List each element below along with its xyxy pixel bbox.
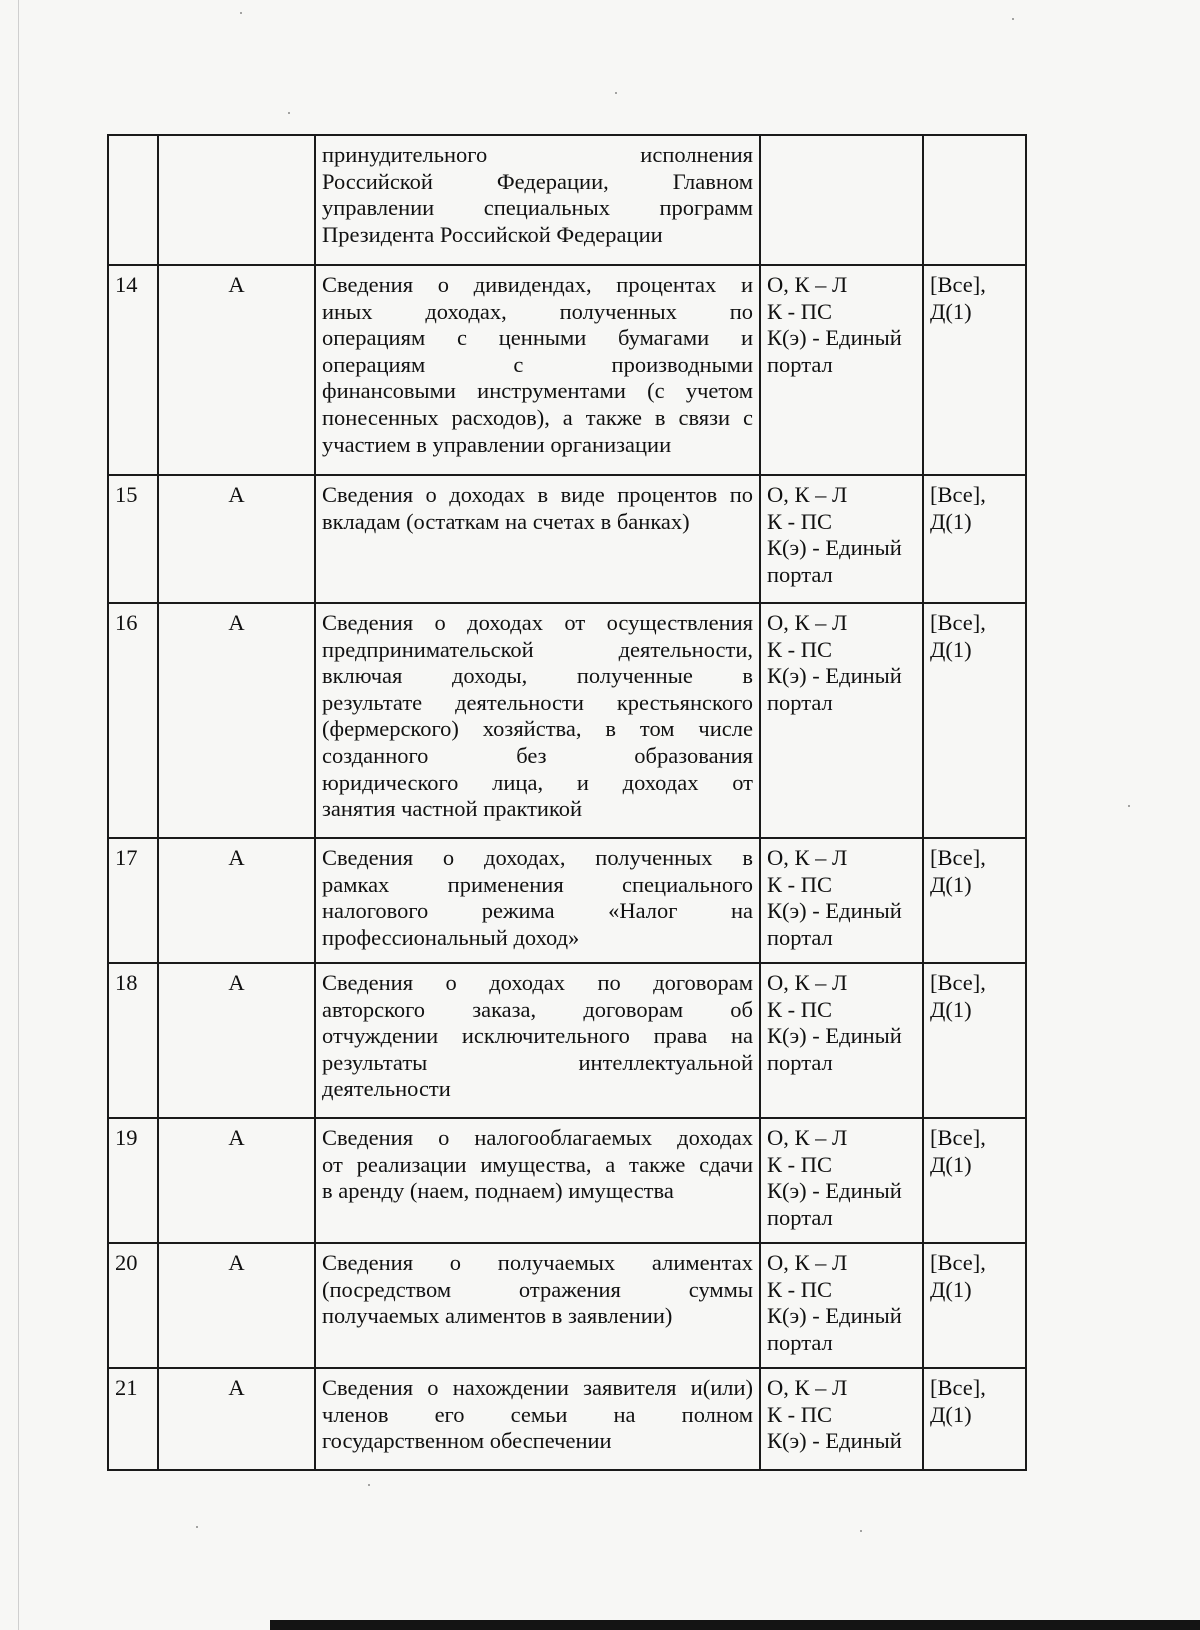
applicability-line: [Все],: [930, 845, 986, 870]
table-row: [108, 963, 1026, 1118]
source-line: К(э) - Единый: [767, 1023, 902, 1049]
row-number: 21: [108, 1368, 158, 1470]
scan-bottom-edge: [270, 1620, 1200, 1630]
description-line: предпринимательской деятельности,: [322, 636, 753, 662]
description-line: получаемых алиментов в заявлении): [322, 1303, 673, 1329]
row-applicability: [923, 135, 1026, 265]
applicability-line: [Все],: [930, 610, 986, 635]
row-category: А: [158, 1368, 315, 1470]
row-source: [760, 1368, 923, 1470]
description-line: Российской Федерации, Главном: [322, 168, 753, 194]
description-line: принудительного исполнения: [322, 142, 753, 167]
description-line: операциям с производными: [322, 351, 753, 377]
row-category: А: [158, 1243, 315, 1368]
source-line: портал: [767, 1329, 833, 1355]
applicability-line: [Все],: [930, 272, 986, 297]
row-number: [108, 135, 158, 265]
row-source: [760, 135, 923, 265]
row-category: А: [158, 475, 315, 603]
source-line: О, К – Л: [767, 1125, 848, 1150]
description-line: (фермерского) хозяйства, в том числе: [322, 716, 753, 742]
row-applicability: [923, 1118, 1026, 1243]
row-category: А: [158, 963, 315, 1118]
row-description: [315, 963, 760, 1118]
row-category: А: [158, 1118, 315, 1243]
source-line: портал: [767, 1049, 833, 1075]
applicability-line: Д(1): [930, 871, 972, 897]
description-line: иных доходах, полученных по: [322, 298, 753, 324]
row-applicability: [923, 1368, 1026, 1470]
row-description: [315, 1243, 760, 1368]
row-source: [760, 603, 923, 838]
description-line: участием в управлении организации: [322, 431, 672, 457]
applicability-line: Д(1): [930, 636, 972, 662]
row-applicability: [923, 1243, 1026, 1368]
source-line: К(э) - Единый: [767, 535, 902, 561]
row-source: [760, 963, 923, 1118]
row-description: [315, 603, 760, 838]
description-line: операциям с ценными бумагами и: [322, 325, 753, 351]
table-body: [108, 135, 1026, 1470]
scan-speck: [240, 12, 242, 14]
description-line: (посредством отражения суммы: [322, 1276, 753, 1302]
table-row: [108, 1368, 1026, 1470]
scan-speck: [368, 1484, 370, 1486]
source-line: К - ПС: [767, 996, 833, 1022]
description-line: управлении специальных программ: [322, 195, 753, 221]
description-line: понесенных расходов), а также в связи с: [322, 404, 753, 430]
source-line: портал: [767, 689, 833, 715]
row-source: [760, 475, 923, 603]
table-row: [108, 475, 1026, 603]
scan-speck: [615, 92, 617, 94]
source-line: О, К – Л: [767, 610, 848, 635]
applicability-line: Д(1): [930, 508, 972, 534]
row-description: [315, 265, 760, 475]
row-source: [760, 265, 923, 475]
row-number: 16: [108, 603, 158, 838]
row-category: А: [158, 838, 315, 963]
source-line: портал: [767, 561, 833, 587]
description-line: результаты интеллектуальной: [322, 1049, 753, 1075]
applicability-line: [Все],: [930, 970, 986, 995]
row-description: [315, 475, 760, 603]
description-line: Сведения о получаемых алиментах: [322, 1250, 753, 1275]
source-line: О, К – Л: [767, 970, 848, 995]
description-line: Сведения о нахождении заявителя и(или): [322, 1375, 753, 1400]
source-line: К - ПС: [767, 1401, 833, 1427]
row-applicability: [923, 603, 1026, 838]
source-line: К(э) - Единый: [767, 1303, 902, 1329]
table-row: [108, 135, 1026, 265]
applicability-line: [Все],: [930, 1125, 986, 1150]
description-line: Сведения о доходах в виде процентов по: [322, 482, 753, 507]
description-line: в аренду (наем, поднаем) имущества: [322, 1178, 674, 1204]
row-applicability: [923, 838, 1026, 963]
row-description: [315, 1368, 760, 1470]
row-description: [315, 135, 760, 265]
source-line: К(э) - Единый: [767, 1428, 902, 1454]
table-row: [108, 603, 1026, 838]
source-line: О, К – Л: [767, 1375, 848, 1400]
row-number: 14: [108, 265, 158, 475]
description-line: результате деятельности крестьянского: [322, 689, 753, 715]
description-line: вкладам (остаткам на счетах в банках): [322, 508, 690, 534]
row-applicability: [923, 963, 1026, 1118]
source-line: О, К – Л: [767, 482, 848, 507]
services-table: [107, 134, 1027, 1471]
applicability-line: [Все],: [930, 482, 986, 507]
description-line: юридического лица, и доходах от: [322, 769, 753, 795]
description-line: налогового режима «Налог на: [322, 898, 753, 924]
description-line: включая доходы, полученные в: [322, 663, 753, 689]
description-line: финансовыми инструментами (с учетом: [322, 378, 753, 404]
table-row: [108, 1243, 1026, 1368]
description-line: занятия частной практикой: [322, 796, 583, 822]
source-line: К - ПС: [767, 298, 833, 324]
applicability-line: Д(1): [930, 298, 972, 324]
source-line: О, К – Л: [767, 272, 848, 297]
source-line: К - ПС: [767, 871, 833, 897]
row-number: 17: [108, 838, 158, 963]
source-line: К - ПС: [767, 636, 833, 662]
source-line: К(э) - Единый: [767, 1178, 902, 1204]
description-line: Сведения о доходах от осуществления: [322, 610, 753, 635]
description-line: Сведения о доходах, полученных в: [322, 845, 753, 870]
row-applicability: [923, 265, 1026, 475]
description-line: Президента Российской Федерации: [322, 221, 663, 247]
row-number: 19: [108, 1118, 158, 1243]
source-line: К - ПС: [767, 1151, 833, 1177]
scan-speck: [1012, 18, 1014, 20]
source-line: О, К – Л: [767, 1250, 848, 1275]
description-line: государственном обеспечении: [322, 1428, 612, 1454]
row-applicability: [923, 475, 1026, 603]
table-row: [108, 1118, 1026, 1243]
source-line: К - ПС: [767, 1276, 833, 1302]
source-line: портал: [767, 924, 833, 950]
source-line: портал: [767, 1204, 833, 1230]
description-line: рамках применения специального: [322, 871, 753, 897]
row-category: [158, 135, 315, 265]
source-line: К(э) - Единый: [767, 898, 902, 924]
row-number: 20: [108, 1243, 158, 1368]
row-source: [760, 1118, 923, 1243]
scan-speck: [288, 112, 290, 114]
description-line: созданного без образования: [322, 742, 753, 768]
scan-speck: [1128, 805, 1130, 807]
row-description: [315, 1118, 760, 1243]
row-source: [760, 838, 923, 963]
description-line: авторского заказа, договорам об: [322, 996, 753, 1022]
source-line: К(э) - Единый: [767, 663, 902, 689]
source-line: К(э) - Единый: [767, 325, 902, 351]
row-category: А: [158, 265, 315, 475]
description-line: членов его семьи на полном: [322, 1401, 753, 1427]
description-line: отчуждении исключительного права на: [322, 1023, 753, 1049]
applicability-line: [Все],: [930, 1375, 986, 1400]
applicability-line: Д(1): [930, 1401, 972, 1427]
row-description: [315, 838, 760, 963]
description-line: деятельности: [322, 1076, 451, 1102]
applicability-line: [Все],: [930, 1250, 986, 1275]
source-line: портал: [767, 351, 833, 377]
applicability-line: Д(1): [930, 996, 972, 1022]
scan-speck: [196, 1526, 198, 1528]
applicability-line: Д(1): [930, 1276, 972, 1302]
description-line: от реализации имущества, а также сдачи: [322, 1151, 753, 1177]
row-source: [760, 1243, 923, 1368]
row-number: 18: [108, 963, 158, 1118]
applicability-line: Д(1): [930, 1151, 972, 1177]
table-row: [108, 838, 1026, 963]
source-line: О, К – Л: [767, 845, 848, 870]
description-line: Сведения о доходах по договорам: [322, 970, 753, 995]
description-line: Сведения о налогооблагаемых доходах: [322, 1125, 753, 1150]
row-category: А: [158, 603, 315, 838]
scan-speck: [860, 1530, 862, 1532]
source-line: К - ПС: [767, 508, 833, 534]
description-line: профессиональный доход»: [322, 924, 580, 950]
table-row: [108, 265, 1026, 475]
page-edge: [18, 0, 19, 1630]
row-number: 15: [108, 475, 158, 603]
description-line: Сведения о дивидендах, процентах и: [322, 272, 753, 297]
